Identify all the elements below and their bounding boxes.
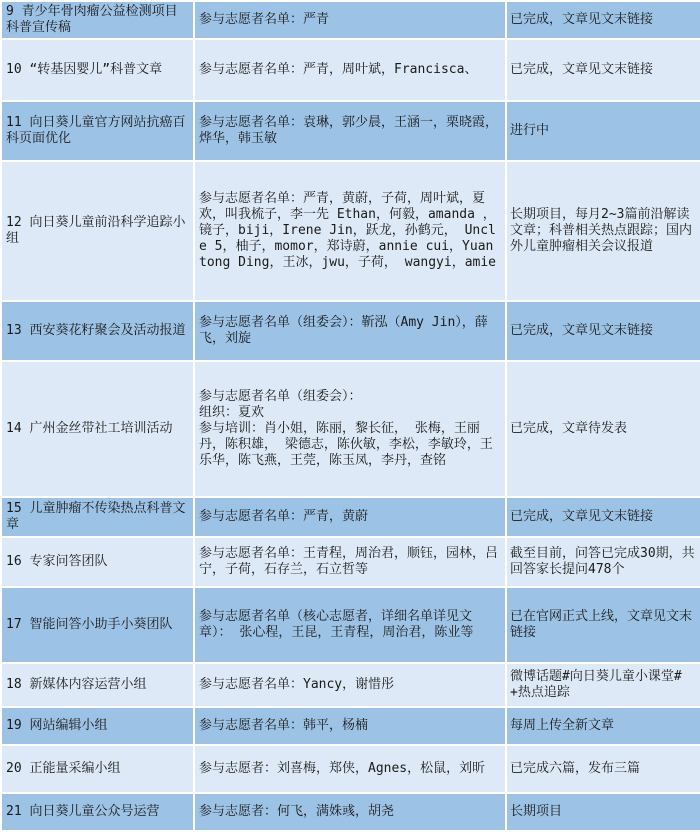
status-cell: 已完成，文章见文末链接 [506,301,700,361]
task-cell: 19 网站编辑小组 [1,707,194,745]
task-cell: 12 向日葵儿童前沿科学追踪小组 [1,161,194,301]
volunteers-cell: 参与志愿者名单：严青 [194,1,506,39]
task-cell: 21 向日葵儿童公众号运营 [1,793,194,831]
table-row [1,161,700,301]
status-cell: 已完成，文章见文末链接 [506,497,700,537]
table-row [1,361,700,497]
task-cell: 17 智能问答小助手小葵团队 [1,587,194,663]
status-cell: 已完成，文章待发表 [506,361,700,497]
task-cell: 13 西安葵花籽聚会及活动报道 [1,301,194,361]
volunteers-cell: 参与志愿者名单（组委会）：靳泓（Amy Jin），薛飞，刘旋 [194,301,506,361]
status-cell: 微博话题#向日葵儿童小课堂#+热点追踪 [506,663,700,707]
task-cell: 15 儿童肿瘤不传染热点科普文章 [1,497,194,537]
status-cell: 长期项目，每月2~3篇前沿解读文章；科普相关热点跟踪；国内外儿童肿瘤相关会议报道 [506,161,700,301]
task-cell: 11 向日葵儿童官方网站抗癌百科页面优化 [1,101,194,161]
table-row [1,301,700,361]
table-row [1,537,700,587]
table-row [1,745,700,793]
volunteers-cell: 参与志愿者：何飞，满姝彧，胡尧 [194,793,506,831]
status-cell: 长期项目 [506,793,700,831]
volunteers-cell: 参与志愿者名单：Yancy，谢惜彤 [194,663,506,707]
table-row [1,587,700,663]
volunteers-cell: 参与志愿者名单（核心志愿者，详细名单详见文章）： 张心程，王昆，王青程，周治君，陈业等 [194,587,506,663]
table-row [1,707,700,745]
table-row [1,101,700,161]
task-cell: 18 新媒体内容运营小组 [1,663,194,707]
status-cell: 进行中 [506,101,700,161]
volunteers-cell: 参与志愿者名单：严青，周叶斌，Francisca、 [194,39,506,101]
volunteers-cell: 参与志愿者名单（组委会）： 组织：夏欢 参与培训：肖小姐，陈丽，黎长征， 张梅，王丽丹，陈积雄， 梁德志，陈伙敏，李松，李敏玲，王乐华，陈飞燕，王莞，陈玉凤，李丹，查铭 [194,361,506,497]
status-cell: 已完成六篇，发布三篇 [506,745,700,793]
volunteers-cell: 参与志愿者：刘喜梅，郑侠，Agnes，松鼠，刘昕 [194,745,506,793]
table-row [1,497,700,537]
volunteers-cell: 参与志愿者名单：严青，黄蔚，子荷，周叶斌，夏欢，叫我梳子，李一先 Ethan，何毅，amanda ，镜子，biji，Irene Jin，跃龙，孙鹤元， Uncle 5，柚子，momor，郑诗蔚，annie cui，Yuantong Ding，王冰，jwu，子荷， wangyi，amie [194,161,506,301]
table-row [1,39,700,101]
volunteers-cell: 参与志愿者名单：王青程，周治君，顺钰，园林，吕宁，子荷，石存兰，石立哲等 [194,537,506,587]
task-cell: 9 青少年骨肉瘤公益检测项目科普宣传稿 [1,1,194,39]
volunteers-cell: 参与志愿者名单：严青，黄蔚 [194,497,506,537]
task-cell: 10 “转基因婴儿”科普文章 [1,39,194,101]
status-cell: 已完成，文章见文末链接 [506,39,700,101]
task-cell: 16 专家问答团队 [1,537,194,587]
task-cell: 14 广州金丝带社工培训活动 [1,361,194,497]
volunteers-cell: 参与志愿者名单：袁琳，郭少晨，王涵一，栗晓霞，烨华，韩玉敏 [194,101,506,161]
status-cell: 每周上传全新文章 [506,707,700,745]
table-row [1,793,700,831]
volunteers-cell: 参与志愿者名单：韩平，杨楠 [194,707,506,745]
status-cell: 已在官网正式上线，文章见文末链接 [506,587,700,663]
table-row [1,663,700,707]
table-row [1,1,700,39]
status-cell: 截至目前，问答已完成30期，共回答家长提问478个 [506,537,700,587]
task-cell: 20 正能量采编小组 [1,745,194,793]
status-cell: 已完成，文章见文末链接 [506,1,700,39]
